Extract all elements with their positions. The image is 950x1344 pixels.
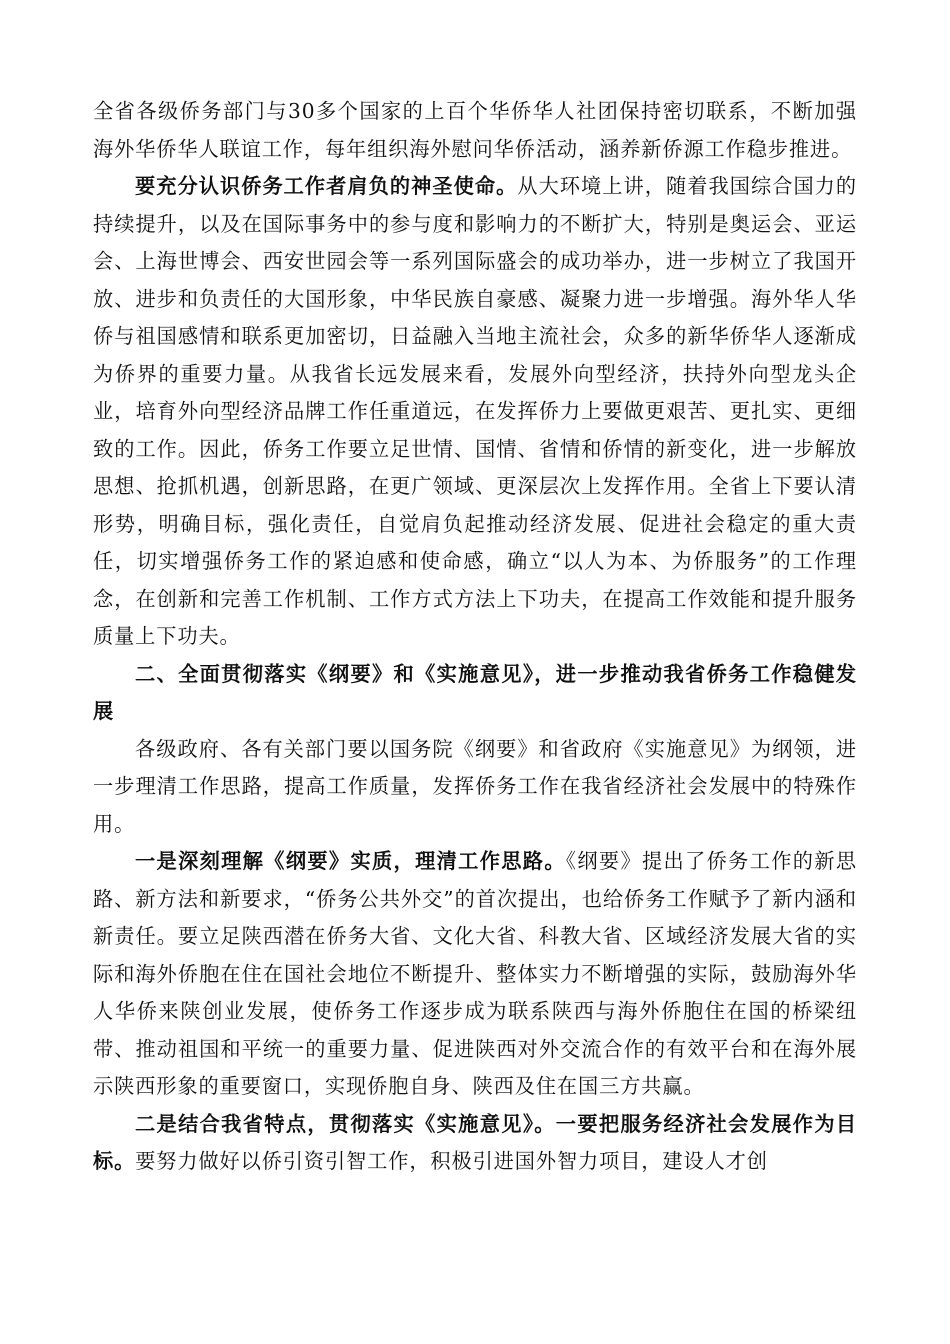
paragraph-3 — [93, 731, 857, 844]
paragraph-2-lead: 要充分认识侨务工作者肩负的神圣使命。 — [135, 174, 518, 198]
section-heading-2-text: 二、全面贯彻落实《纲要》和《实施意见》，进一步推动我省侨务工作稳健发展 — [93, 661, 857, 723]
paragraph-1-text: 全省各级侨务部门与30多个国家的上百个华侨华人社团保持密切联系，不断加强海外华侨华人联谊工作，每年组织海外慰问华侨活动，涵养新侨源工作稳步推进。 — [93, 99, 857, 161]
paragraph-5-text: 要努力做好以侨引资引智工作，积极引进国外智力项目，建设人才创 — [135, 1149, 768, 1173]
paragraph-2 — [93, 168, 857, 656]
paragraph-4 — [93, 843, 857, 1106]
paragraph-3-text: 各级政府、各有关部门要以国务院《纲要》和省政府《实施意见》为纲领，进一步理清工作思路，提高工作质量，发挥侨务工作在我省经济社会发展中的特殊作用。 — [93, 736, 857, 836]
paragraph-2-text: 从大环境上讲，随着我国综合国力的持续提升，以及在国际事务中的参与度和影响力的不断扩大，特别是奥运会、亚运会、上海世博会、西安世园会等一系列国际盛会的成功举办，进一步树立了我国开放、进步和负责任的大国形象，中华民族自豪感、凝聚力进一步增强。海外华人华侨与祖国感情和联系更加密切，日益融入当地主流社会，众多的新华侨华人逐渐成为侨界的重要力量。从我省长远发展来看，发展外向型经济，扶持外向型龙头企业，培育外向型经济品牌工作任重道远，在发挥侨力上要做更艰苦、更扎实、更细致的工作。因此，侨务工作要立足世情、国情、省情和侨情的新变化，进一步解放思想、抢抓机遇，创新思路，在更广领域、更深层次上发挥作用。全省上下要认清形势，明确目标，强化责任，自觉肩负起推动经济发展、促进社会稳定的重大责任，切实增强侨务工作的紧迫感和使命感，确立“以人为本、为侨服务”的工作理念，在创新和完善工作机制、工作方式方法上下功夫，在提高工作效能和提升服务质量上下功夫。 — [93, 174, 858, 648]
section-heading-2 — [93, 656, 857, 731]
paragraph-1 — [93, 93, 857, 168]
paragraph-5-lead: 二是结合我省特点，贯彻落实《实施意见》。一要把服务经济社会发展作为目标。 — [93, 1111, 857, 1173]
paragraph-4-text: 《纲要》提出了侨务工作的新思路、新方法和新要求，“侨务公共外交”的首次提出，也给侨务工作赋予了新内涵和新责任。要立足陕西潜在侨务大省、文化大省、科教大省、区域经济发展大省的实际和海外侨胞在住在国社会地位不断提升、整体实力不断增强的实际，鼓励海外华人华侨来陕创业发展，使侨务工作逐步成为联系陕西与海外侨胞住在国的桥梁纽带、推动祖国和平统一的重要力量、促进陕西对外交流合作的有效平台和在海外展示陕西形象的重要窗口，实现侨胞自身、陕西及住在国三方共赢。 — [93, 849, 857, 1098]
paragraph-4-lead: 一是深刻理解《纲要》实质，理清工作思路。 — [135, 849, 566, 873]
paragraph-5 — [93, 1106, 857, 1181]
